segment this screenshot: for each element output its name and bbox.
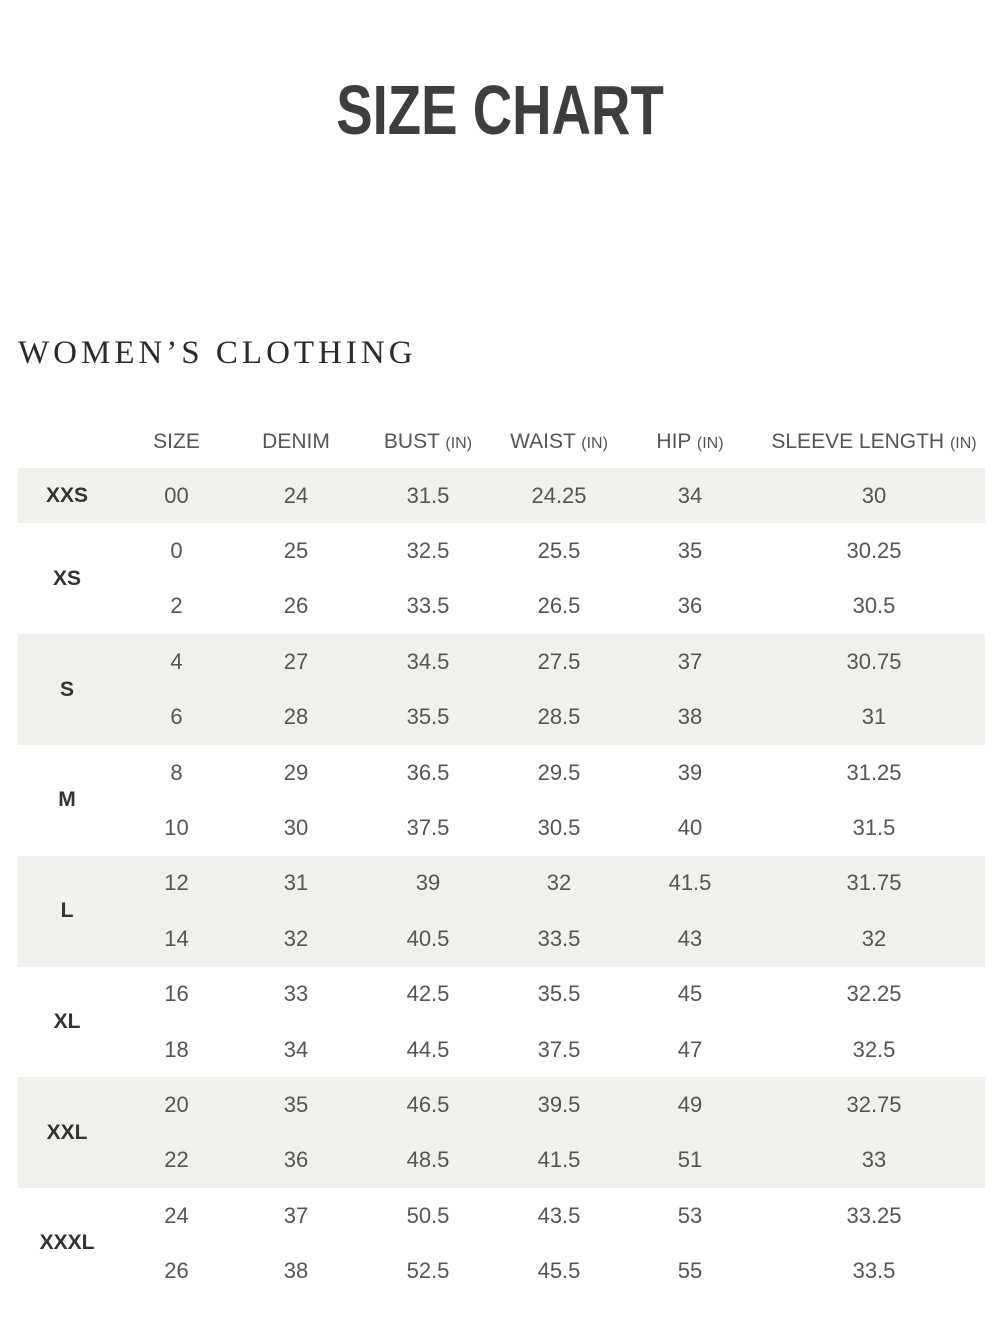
header-denim: DENIM (262, 429, 330, 453)
cell-waist: 32 (501, 856, 617, 911)
cell-denim: 29 (283, 759, 309, 785)
cell-bust: 39 (355, 856, 501, 911)
cell-sleeve-length: 30 (763, 468, 985, 523)
cell-sleeve-length: 32 (763, 911, 985, 966)
cell-sleeve-length: 30.25 (846, 538, 902, 564)
table-row (18, 1133, 985, 1188)
cell-denim: 24 (237, 468, 355, 523)
cell-bust: 34.5 (355, 634, 501, 689)
cell-denim: 38 (283, 1258, 309, 1284)
cell-sleeve-length: 31.5 (852, 815, 896, 841)
cell-hip: 37 (617, 634, 763, 689)
cell-bust: 36.5 (406, 759, 450, 785)
cell-hip: 53 (677, 1202, 703, 1228)
size-label: XXS (18, 468, 116, 523)
cell-bust: 32.5 (406, 538, 450, 564)
cell-bust: 46.5 (355, 1077, 501, 1132)
cell-sleeve-length: 31.75 (763, 856, 985, 911)
cell-bust: 48.5 (355, 1133, 501, 1188)
cell-bust: 50.5 (406, 1202, 450, 1228)
cell-size: 0 (170, 538, 183, 564)
cell-hip: 38 (617, 690, 763, 745)
cell-size: 2 (170, 593, 183, 619)
cell-hip: 49 (617, 1077, 763, 1132)
cell-denim: 37 (283, 1202, 309, 1228)
cell-denim: 31 (237, 856, 355, 911)
header-waist: WAIST (IN) (510, 429, 608, 453)
cell-size: 10 (164, 815, 189, 841)
header-hip: HIP (IN) (656, 429, 724, 453)
cell-hip: 39 (677, 759, 703, 785)
table-row (18, 523, 985, 578)
cell-hip: 47 (677, 1036, 703, 1062)
size-label: M (58, 788, 76, 812)
cell-sleeve-length: 30.75 (763, 634, 985, 689)
cell-hip: 43 (617, 911, 763, 966)
page-title: SIZE CHART (336, 71, 664, 149)
cell-denim: 28 (237, 690, 355, 745)
cell-waist: 37.5 (537, 1036, 581, 1062)
cell-waist: 43.5 (537, 1202, 581, 1228)
cell-denim: 26 (283, 593, 309, 619)
size-chart-table (18, 415, 985, 1299)
table-row (18, 1022, 985, 1077)
size-label: XXXL (39, 1231, 95, 1255)
unit-label: (IN) (581, 434, 608, 452)
table-row (18, 745, 985, 800)
table-row (18, 1077, 985, 1132)
cell-hip: 36 (677, 593, 703, 619)
cell-size: 24 (164, 1202, 189, 1228)
cell-waist: 33.5 (501, 911, 617, 966)
cell-hip: 41.5 (617, 856, 763, 911)
cell-waist: 28.5 (501, 690, 617, 745)
cell-size: 00 (116, 468, 237, 523)
cell-hip: 35 (677, 538, 703, 564)
cell-waist: 35.5 (537, 981, 581, 1007)
table-row (18, 1243, 985, 1298)
cell-waist: 39.5 (501, 1077, 617, 1132)
cell-denim: 35 (237, 1077, 355, 1132)
cell-waist: 26.5 (537, 593, 581, 619)
cell-denim: 32 (237, 911, 355, 966)
table-header-row (18, 415, 985, 468)
cell-bust: 42.5 (406, 981, 450, 1007)
table-body (18, 468, 985, 1299)
cell-denim: 30 (283, 815, 309, 841)
cell-waist: 41.5 (501, 1133, 617, 1188)
table-row (18, 468, 985, 523)
cell-sleeve-length: 31 (763, 690, 985, 745)
unit-label: (IN) (949, 434, 977, 452)
cell-sleeve-length: 31.25 (846, 759, 902, 785)
cell-size: 14 (116, 911, 237, 966)
cell-sleeve-length: 33.25 (846, 1202, 902, 1228)
cell-hip: 34 (617, 468, 763, 523)
size-label: L (18, 856, 116, 967)
size-label: XS (52, 566, 81, 590)
size-label: XXL (18, 1077, 116, 1188)
header-size: SIZE (153, 429, 200, 453)
cell-bust: 35.5 (355, 690, 501, 745)
cell-bust: 44.5 (406, 1036, 450, 1062)
size-label: S (18, 634, 116, 745)
cell-waist: 25.5 (537, 538, 581, 564)
cell-sleeve-length: 32.75 (763, 1077, 985, 1132)
cell-size: 6 (116, 690, 237, 745)
cell-size: 4 (116, 634, 237, 689)
cell-hip: 51 (617, 1133, 763, 1188)
unit-label: (IN) (445, 434, 473, 452)
table-row (18, 800, 985, 855)
header-empty (18, 415, 116, 468)
cell-hip: 45 (677, 981, 703, 1007)
cell-denim: 27 (237, 634, 355, 689)
table-row (18, 967, 985, 1022)
cell-bust: 52.5 (406, 1258, 450, 1284)
cell-denim: 25 (283, 538, 309, 564)
header-sleeve-length: SLEEVE LENGTH (IN) (771, 429, 977, 453)
cell-bust: 33.5 (406, 593, 450, 619)
table-row (18, 911, 985, 966)
cell-hip: 40 (677, 815, 703, 841)
cell-size: 22 (116, 1133, 237, 1188)
cell-size: 12 (116, 856, 237, 911)
cell-sleeve-length: 33 (763, 1133, 985, 1188)
cell-waist: 45.5 (537, 1258, 581, 1284)
cell-size: 16 (164, 981, 189, 1007)
table-row (18, 579, 985, 634)
cell-sleeve-length: 33.5 (852, 1258, 896, 1284)
cell-waist: 29.5 (537, 759, 581, 785)
cell-size: 18 (164, 1036, 189, 1062)
section-title: WOMEN’S CLOTHING (18, 335, 417, 371)
cell-waist: 24.25 (501, 468, 617, 523)
cell-size: 20 (116, 1077, 237, 1132)
size-label: XL (53, 1009, 81, 1033)
table-row (18, 1188, 985, 1243)
table-row (18, 690, 985, 745)
cell-denim: 36 (237, 1133, 355, 1188)
cell-bust: 31.5 (355, 468, 501, 523)
cell-waist: 27.5 (501, 634, 617, 689)
cell-denim: 33 (283, 981, 309, 1007)
cell-sleeve-length: 32.5 (852, 1036, 896, 1062)
cell-size: 8 (170, 759, 183, 785)
cell-bust: 37.5 (406, 815, 450, 841)
cell-hip: 55 (677, 1258, 703, 1284)
header-bust: BUST (IN) (383, 429, 473, 453)
cell-size: 26 (164, 1258, 189, 1284)
cell-sleeve-length: 30.5 (852, 593, 896, 619)
cell-denim: 34 (283, 1036, 309, 1062)
table-row (18, 856, 985, 911)
table-row (18, 634, 985, 689)
cell-sleeve-length: 32.25 (846, 981, 902, 1007)
cell-waist: 30.5 (537, 815, 581, 841)
unit-label: (IN) (696, 434, 724, 452)
cell-bust: 40.5 (355, 911, 501, 966)
